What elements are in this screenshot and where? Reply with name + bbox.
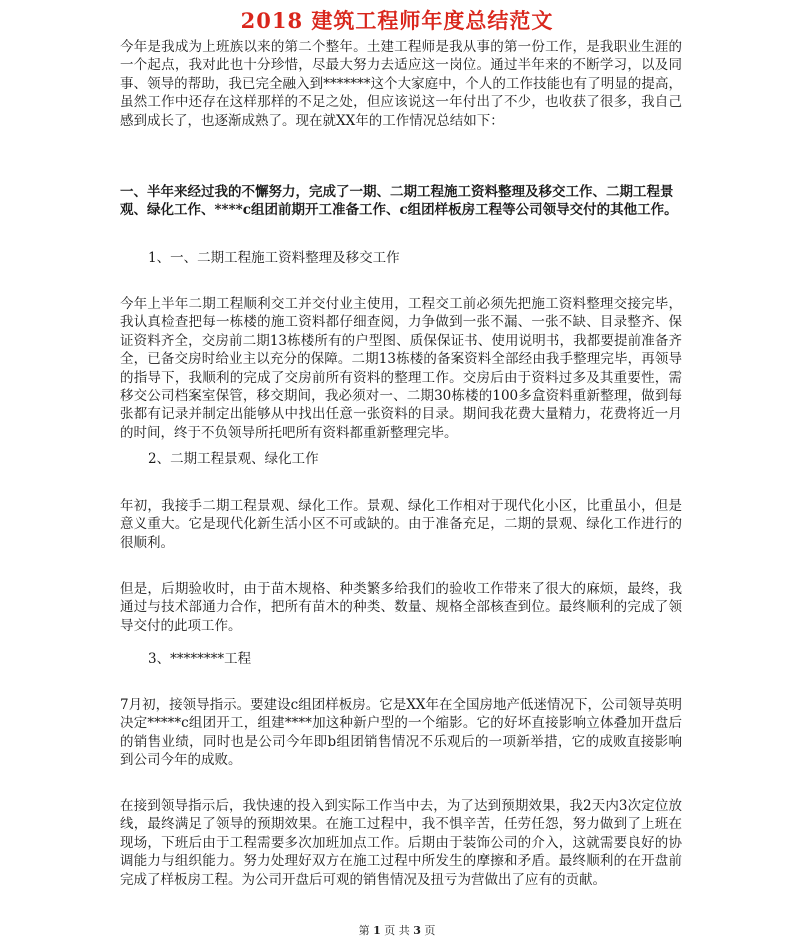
intro-paragraph: 今年是我成为上班族以来的第二个整年。土建工程师是我从事的第一份工作，是我职业生涯的一个起点，我对此也十分珍惜，尽最大努力去适应这一岗位。通过半年来的不断学习，以及同事、领导的帮助，我已完全融入到*******这个大家庭中，个人的工作技能也有了明显的提高，虽然工作中还存在这样那样的不足之处，但应该说这一年付出了不少，也收获了很多，我自己感到成长了，也逐渐成熟了。现在就XX年的工作情况总结如下：: [120, 39, 682, 129]
document-title: 2018 建筑工程师年度总结范文: [240, 8, 554, 33]
page-footer: [0, 922, 794, 938]
current-page-number: 1: [373, 924, 381, 937]
footer-prefix: 第: [358, 924, 370, 937]
footer-middle: 页 共: [384, 924, 410, 937]
subsection-1-title: 1、一、二期工程施工资料整理及移交工作: [148, 250, 400, 266]
paragraph-acceptance: 但是，后期验收时，由于苗木规格、种类繁多给我们的验收工作带来了很大的麻烦，最终，我通过与技术部通力合作，把所有苗木的种类、数量、规格全部核查到位。最终顺利的完成了领导交付的此项工作。: [120, 581, 682, 634]
subsection-3-title: 3、********工程: [148, 651, 252, 667]
total-page-number: 3: [413, 924, 421, 937]
paragraph-execution: 在接到领导指示后，我快速的投入到实际工作当中去，为了达到预期效果，我2天内3次定位放线，最终满足了领导的预期效果。在施工过程中，我不惧辛苦，任劳任怨，努力做到了上班在现场，下班后由于工程需要多次加班加点工作。后期由于装饰公司的介入，这就需要良好的协调能力与组织能力。努力处理好双方在施工过程中所发生的摩擦和矛盾。最终顺利的在开盘前完成了样板房工程。为公司开盘后可观的销售情况及扭亏为营做出了应有的贡献。: [120, 798, 682, 888]
footer-suffix: 页: [424, 924, 436, 937]
paragraph-archives: 今年上半年二期工程顺利交工并交付业主使用，工程交工前必须先把施工资料整理交接完毕，我认真检查把每一栋楼的施工资料都仔细查阅，力争做到一张不漏、一张不缺、目录整齐、保证资料齐全，交房前二期13栋楼所有的户型图、质保保证书、使用说明书，我都要提前准备齐全，已备交房时给业主以充分的保障。二期13栋楼的备案资料全部经由我手整理完毕，再领导的指导下，我顺利的完成了交房前所有资料的整理工作。交房后由于资料过多及其重要性，需移交公司档案室保管，移交期间，我必须对一、二期30栋楼的100多盒资料重新整理，做到每张都有记录并制定出能够从中找出任意一张资料的目录。期间我花费大量精力，花费将近一月的时间，终于不负领导所托吧所有资料都重新整理完毕。: [120, 296, 682, 441]
subsection-2-title: 2、二期工程景观、绿化工作: [148, 451, 319, 467]
section-1-heading: 一、半年来经过我的不懈努力，完成了一期、二期工程施工资料整理及移交工作、二期工程景观、绿化工作、****c组团前期开工准备工作、c组团样板房工程等公司领导交付的其他工作。: [120, 184, 678, 219]
paragraph-landscape: 年初，我接手二期工程景观、绿化工作。景观、绿化工作相对于现代化小区，比重虽小，但是意义重大。它是现代化新生活小区不可或缺的。由于准备充足，二期的景观、绿化工作进行的很顺利。: [120, 498, 682, 551]
paragraph-model-house: 7月初，接领导指示。要建设c组团样板房。它是XX年在全国房地产低迷情况下，公司领导英明决定*****c组团开工，组建****加这种新户型的一个缩影。它的好坏直接影响立体叠加开盘后的销售业绩，同时也是公司今年即b组团销售情况不乐观后的一项新举措，它的成败直接影响到公司今年的成败。: [120, 697, 682, 769]
